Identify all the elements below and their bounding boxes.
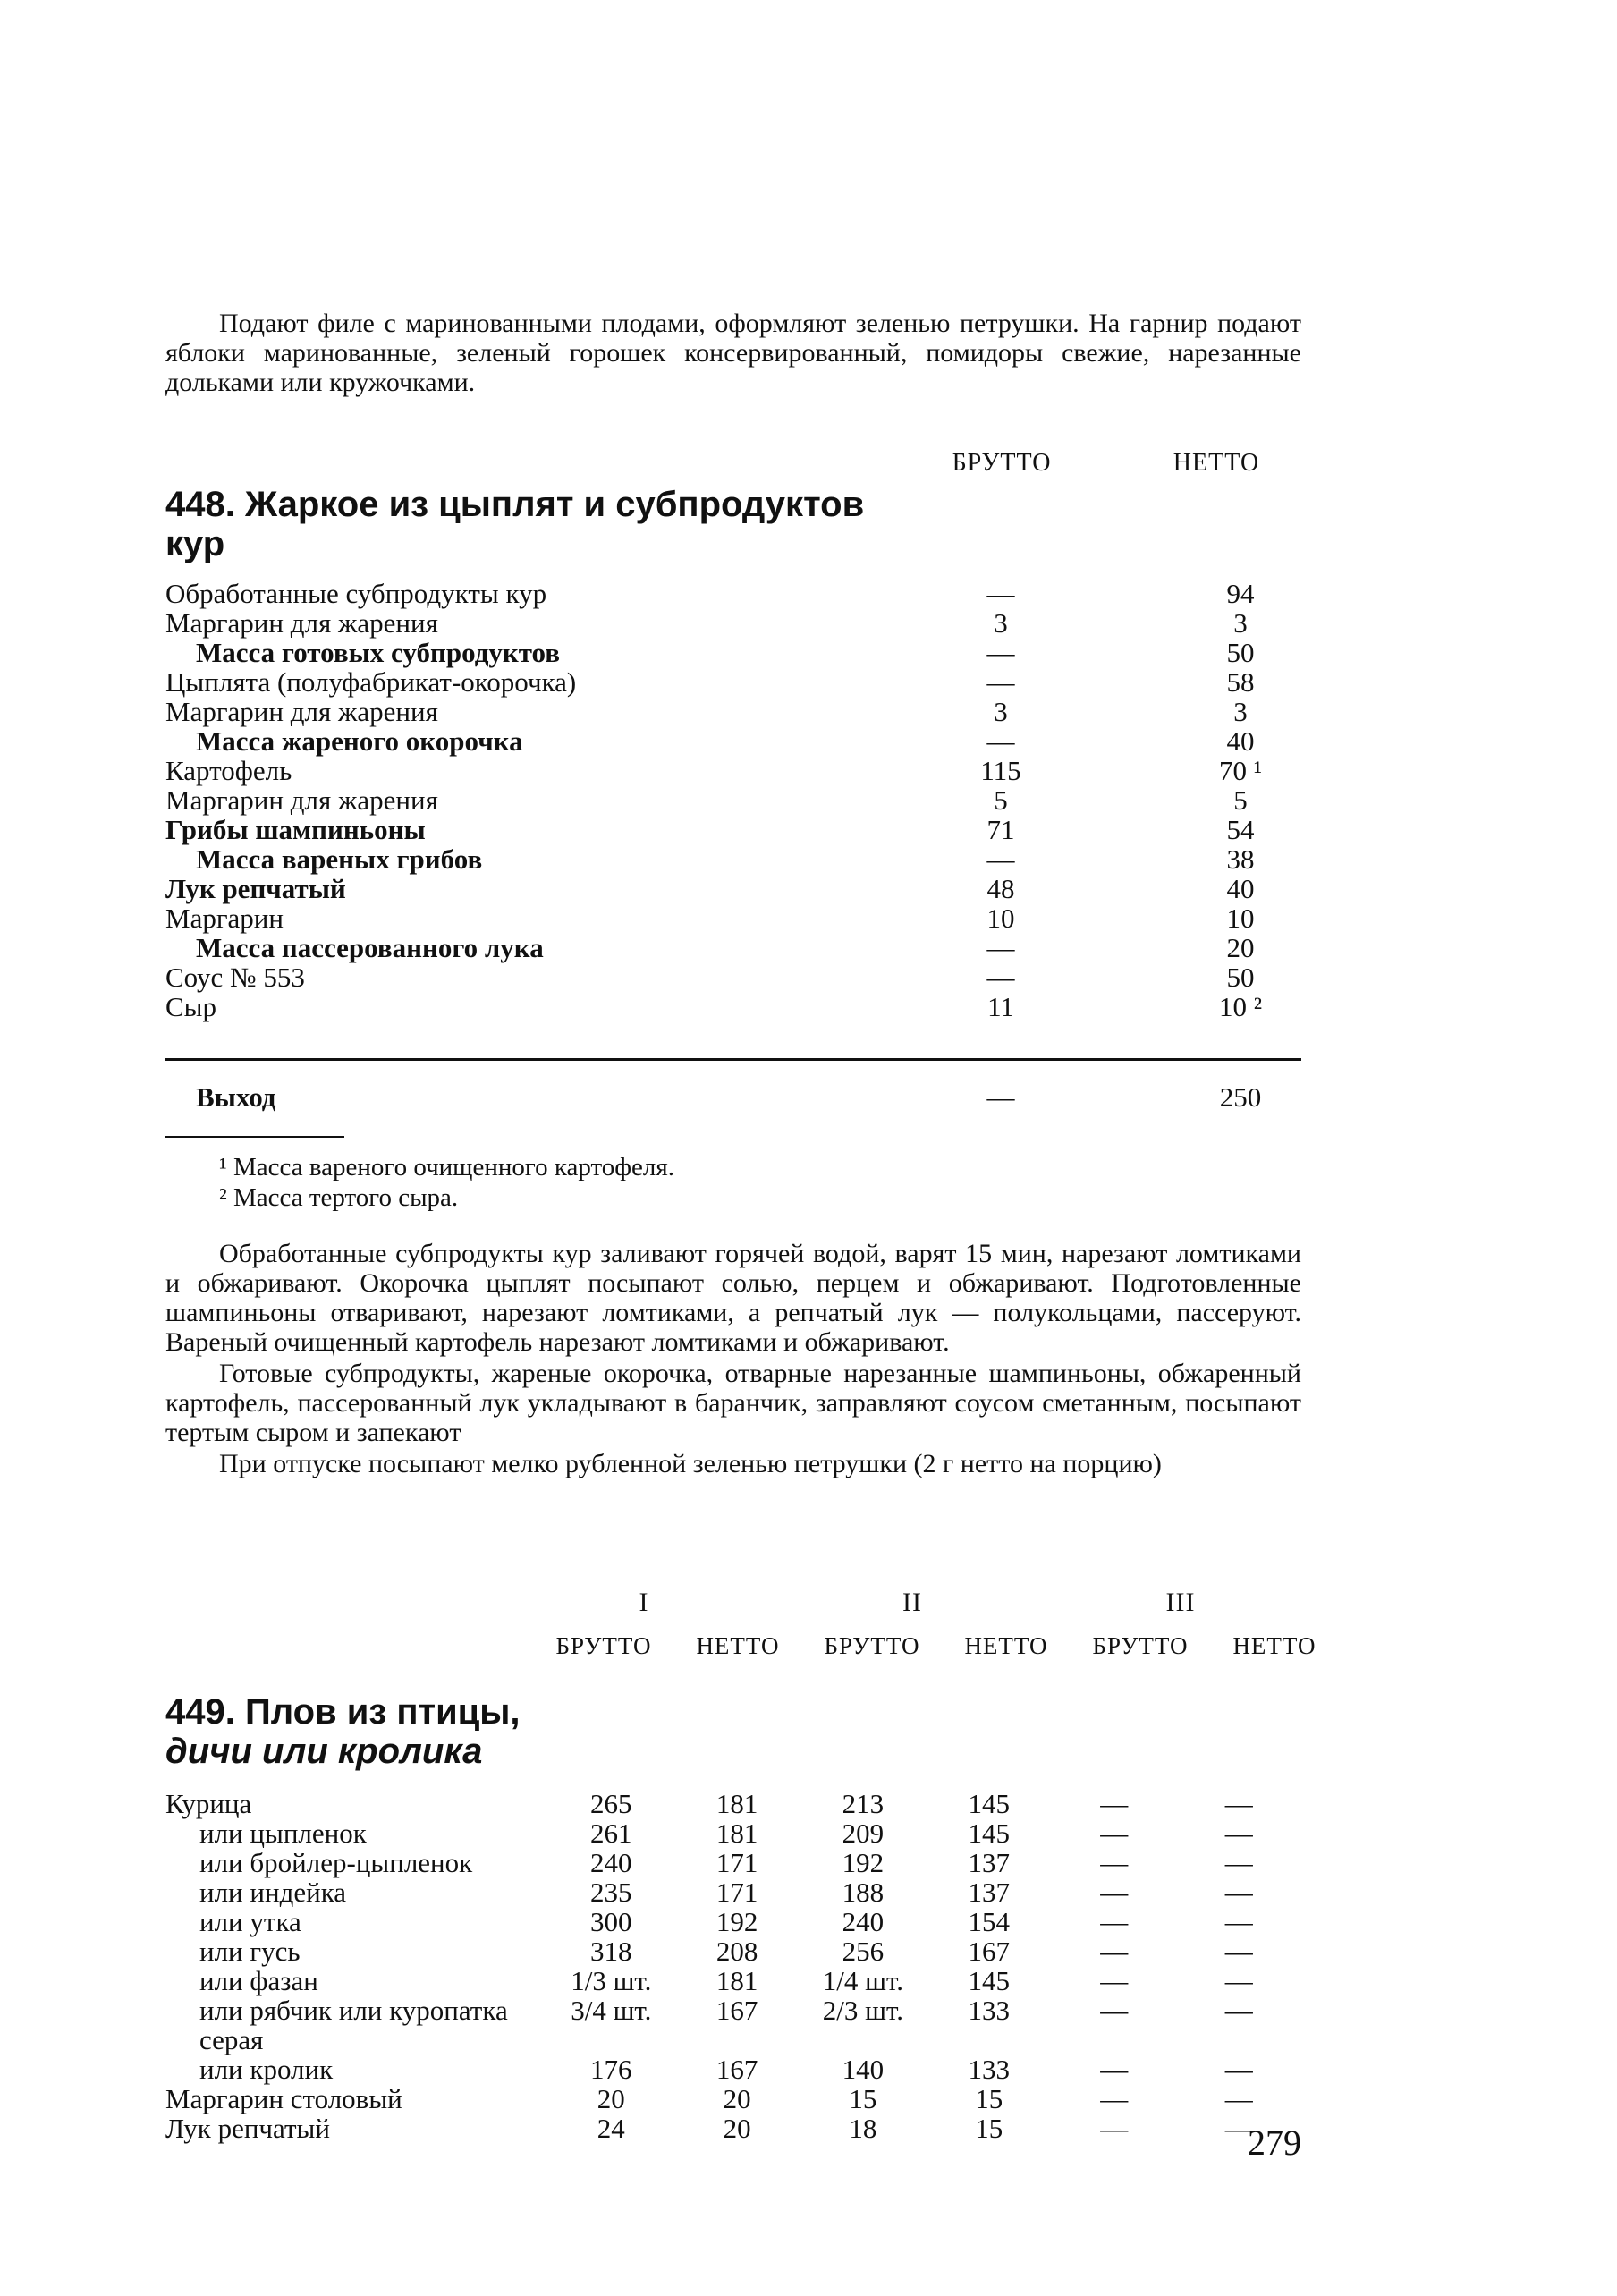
cell-value: 188 [842,1877,885,1908]
ingredient-name: Соус № 553 [165,962,305,993]
netto-value: 3 [1233,696,1248,727]
col-III-brutto: БРУТТО [1092,1632,1189,1659]
brutto-value: 48 [986,873,1015,904]
col-I-brutto: БРУТТО [555,1632,652,1659]
brutto-value: 5 [994,784,1008,816]
cell-value: 137 [968,1847,1010,1878]
ingredient-name: или кролик [199,2054,334,2085]
table-row [165,608,1301,638]
table-row [165,1966,1301,1995]
brutto-value: — [986,578,1015,609]
recipe448-title-block [165,485,908,563]
table-row [165,874,1301,903]
cell-value: — [1224,2083,1253,2114]
table-row [165,726,1301,756]
recipe449-title-block [165,1692,541,1771]
netto-value: 40 [1226,873,1255,904]
cell-value: — [1100,1906,1129,1937]
col-I-netto: НЕТТО [696,1632,780,1659]
cell-value: 15 [975,2083,1003,2114]
ingredient-name: Масса жареного окорочка [196,725,523,757]
table-row [165,962,1301,992]
page-number: 279 [1248,2122,1301,2163]
cell-value: 3/4 шт. [571,1995,652,2026]
ingredient-name: или фазан [199,1965,318,1996]
yield-brutto: — [986,1081,1015,1113]
cell-value: 208 [715,1936,758,1967]
footnotes-block [165,1152,1301,1213]
ingredient-name: или индейка [199,1877,347,1908]
cell-value: — [1224,2054,1253,2085]
brutto-value: — [986,843,1015,875]
cell-value: 133 [968,1995,1010,2026]
ingredient-name: Маргарин для жарения [165,784,438,816]
col-III-netto: НЕТТО [1232,1632,1316,1659]
table-row [165,785,1301,815]
ingredient-name: или цыпленок [199,1817,367,1849]
brutto-value: 3 [994,696,1008,727]
netto-value: 10 ² [1218,991,1263,1022]
ingredient-name: Лук репчатый [165,873,346,904]
table-row [165,2084,1301,2114]
col-netto-label: НЕТТО [1173,449,1260,477]
cell-value: 15 [975,2113,1003,2144]
cell-value: 167 [715,2054,758,2085]
table-row [165,756,1301,785]
ingredient-name: или утка [199,1906,301,1937]
cell-value: 181 [715,1817,758,1849]
cell-value: — [1100,1965,1129,1996]
netto-value: 40 [1226,725,1255,757]
cell-value: 24 [597,2113,625,2144]
cell-value: 171 [715,1847,758,1878]
brutto-value: — [986,962,1015,993]
table-row [165,933,1301,962]
brutto-value: — [986,666,1015,698]
ingredient-name: Масса готовых субпродуктов [196,637,561,668]
cell-value: 20 [723,2113,751,2144]
cell-value: 137 [968,1877,1010,1908]
ingredient-name: или гусь [199,1936,301,1967]
cell-value: 154 [968,1906,1010,1937]
table-row [165,1789,1301,1818]
cell-value: — [1224,2113,1253,2144]
netto-value: 3 [1233,607,1248,639]
cell-value: 15 [849,2083,877,2114]
recipe448-table-block [165,579,1301,1021]
brutto-value: 71 [986,814,1015,845]
netto-value: 38 [1226,843,1255,875]
table-row [165,1907,1301,1936]
ingredient-name: или рябчик или куропатка серая [199,1995,508,2055]
ingredient-name: Масса пассерованного лука [196,932,544,963]
recipe448-yield-table [165,1082,1301,1112]
recipe448-title: 448. Жаркое из цыплят и субпродуктов кур [165,485,865,563]
cell-value: — [1100,1877,1129,1908]
col-group-I: I [639,1588,649,1617]
netto-value: 50 [1226,637,1255,668]
cell-value: 18 [849,2113,877,2144]
col-brutto-label: БРУТТО [952,449,1052,477]
netto-value: 58 [1226,666,1255,698]
ingredient-name: Маргарин для жарения [165,607,438,639]
table-row [165,1936,1301,1966]
cell-value: 213 [842,1788,885,1819]
table-row [165,697,1301,726]
ingredient-name: Курица [165,1788,252,1819]
brutto-value: — [986,725,1015,757]
table-bottom-rule [165,1058,1301,1061]
table-row [165,1818,1301,1848]
brutto-value: 3 [994,607,1008,639]
table-row [165,903,1301,933]
footnote-2: ² Масса тертого сыра. [219,1183,459,1212]
yield-netto: 250 [1219,1081,1262,1113]
footnote-1: ¹ Масса вареного очищенного картофеля. [219,1153,674,1182]
ingredient-name: Масса вареных грибов [196,843,483,875]
table-row [165,579,1301,608]
cell-value: 300 [590,1906,632,1937]
recipe448-method-block [165,1239,1301,1480]
table-row [165,638,1301,667]
method-paragraph-3: При отпуске посыпают мелко рубленной зеленью петрушки (2 г нетто на порцию) [219,1449,1162,1478]
cell-value: — [1224,1936,1253,1967]
intro-block [165,309,1301,399]
yield-label: Выход [196,1081,276,1113]
intro-paragraph: Подают филе с маринованными плодами, оформляют зеленью петрушки. На гарнир подают яблоки маринованные, зеленый горошек консервированный, помидоры свежие, нарезанные дольками или кружочками. [165,309,1301,397]
cell-value: 167 [715,1995,758,2026]
col-group-III: III [1165,1588,1196,1617]
cell-value: 20 [597,2083,625,2114]
cell-value: 235 [590,1877,632,1908]
brutto-value: — [986,932,1015,963]
cell-value: — [1100,2083,1129,2114]
yield-row [165,1082,1301,1112]
col-II-brutto: БРУТТО [824,1632,920,1659]
cell-value: 209 [842,1817,885,1849]
recipe448-ingredients-table [165,579,1301,1021]
cell-value: 181 [715,1965,758,1996]
recipe449-ingredients-table [165,1789,1301,2143]
cell-value: 1/4 шт. [822,1965,903,1996]
cell-value: 133 [968,2054,1010,2085]
cell-value: 265 [590,1788,632,1819]
cell-value: 145 [968,1965,1010,1996]
cell-value: — [1224,1817,1253,1849]
recipe449-table-block [165,1789,1301,2143]
brutto-value: 11 [987,991,1014,1022]
cell-value: 20 [723,2083,751,2114]
cell-value: — [1224,1847,1253,1878]
cell-value: 261 [590,1817,632,1849]
ingredient-name: Картофель [165,755,292,786]
netto-value: 20 [1226,932,1255,963]
brutto-value: — [986,637,1015,668]
ingredient-name: Сыр [165,991,217,1022]
cell-value: 145 [968,1817,1010,1849]
col-group-II: II [902,1588,922,1617]
cell-value: 240 [842,1906,885,1937]
cell-value: 1/3 шт. [571,1965,652,1996]
ingredient-name: Цыплята (полуфабрикат-окорочка) [165,666,577,698]
cell-value: — [1224,1995,1253,2026]
table-row [165,1995,1301,2055]
cell-value: — [1100,1936,1129,1967]
brutto-value: 10 [986,902,1015,934]
cell-value: 318 [590,1936,632,1967]
cell-value: 181 [715,1788,758,1819]
recipe449-title-line2: дичи или кролика [165,1732,483,1771]
brutto-value: 115 [980,755,1021,786]
ingredient-name: или бройлер-цыпленок [199,1847,473,1878]
cell-value: 240 [590,1847,632,1878]
method-paragraph-2: Готовые субпродукты, жареные окорочка, отварные нарезанные шампиньоны, обжаренный картофель, пассерованный лук укладывают в баранчик, заправляют соусом сметанным, посыпают тертым сыром и запекают [165,1359,1301,1447]
ingredient-name: Лук репчатый [165,2113,330,2144]
footnote-rule [165,1136,344,1138]
ingredient-name: Грибы шампиньоны [165,814,426,845]
table-row [165,2055,1301,2084]
cell-value: 192 [715,1906,758,1937]
cell-value: — [1224,1877,1253,1908]
cell-value: — [1100,1788,1129,1819]
recipe448-column-headers [165,449,1301,485]
cell-value: — [1100,1817,1129,1849]
table-row [165,992,1301,1021]
ingredient-name: Обработанные субпродукты кур [165,578,547,609]
table-row [165,2114,1301,2143]
cell-value: — [1224,1906,1253,1937]
netto-value: 50 [1226,962,1255,993]
col-II-netto: НЕТТО [964,1632,1048,1659]
netto-value: 94 [1226,578,1255,609]
netto-value: 10 [1226,902,1255,934]
table-row [165,1848,1301,1877]
cell-value: 2/3 шт. [822,1995,903,2026]
recipe449-title-line1: 449. Плов из птицы, [165,1692,521,1732]
cell-value: — [1100,1995,1129,2026]
table-row [165,815,1301,844]
cell-value: 171 [715,1877,758,1908]
table-row [165,844,1301,874]
table-row [165,1877,1301,1907]
cell-value: — [1100,1847,1129,1878]
recipe449-column-headers [165,1588,1316,1677]
cell-value: — [1224,1788,1253,1819]
method-paragraph-1: Обработанные субпродукты кур заливают горячей водой, варят 15 мин, нарезают ломтиками и обжаривают. Окорочка цыплят посыпают солью, перцем и обжаривают. Подготовленные шампиньоны отваривают, нарезают ломтиками, а репчатый лук — полукольцами, пассеруют. Вареный очищенный картофель нарезают ломтиками и обжаривают. [165,1239,1301,1357]
netto-value: 54 [1226,814,1255,845]
netto-value: 70 ¹ [1218,755,1263,786]
table-row [165,667,1301,697]
recipe448-yield-block [165,1082,1301,1112]
cell-value: 192 [842,1847,885,1878]
cell-value: — [1100,2113,1129,2144]
cell-value: 167 [968,1936,1010,1967]
cell-value: 140 [842,2054,885,2085]
cell-value: 176 [590,2054,632,2085]
cell-value: 145 [968,1788,1010,1819]
cell-value: — [1224,1965,1253,1996]
ingredient-name: Маргарин для жарения [165,696,438,727]
cell-value: — [1100,2054,1129,2085]
ingredient-name: Маргарин [165,902,284,934]
cell-value: 256 [842,1936,885,1967]
netto-value: 5 [1233,784,1248,816]
ingredient-name: Маргарин столовый [165,2083,402,2114]
